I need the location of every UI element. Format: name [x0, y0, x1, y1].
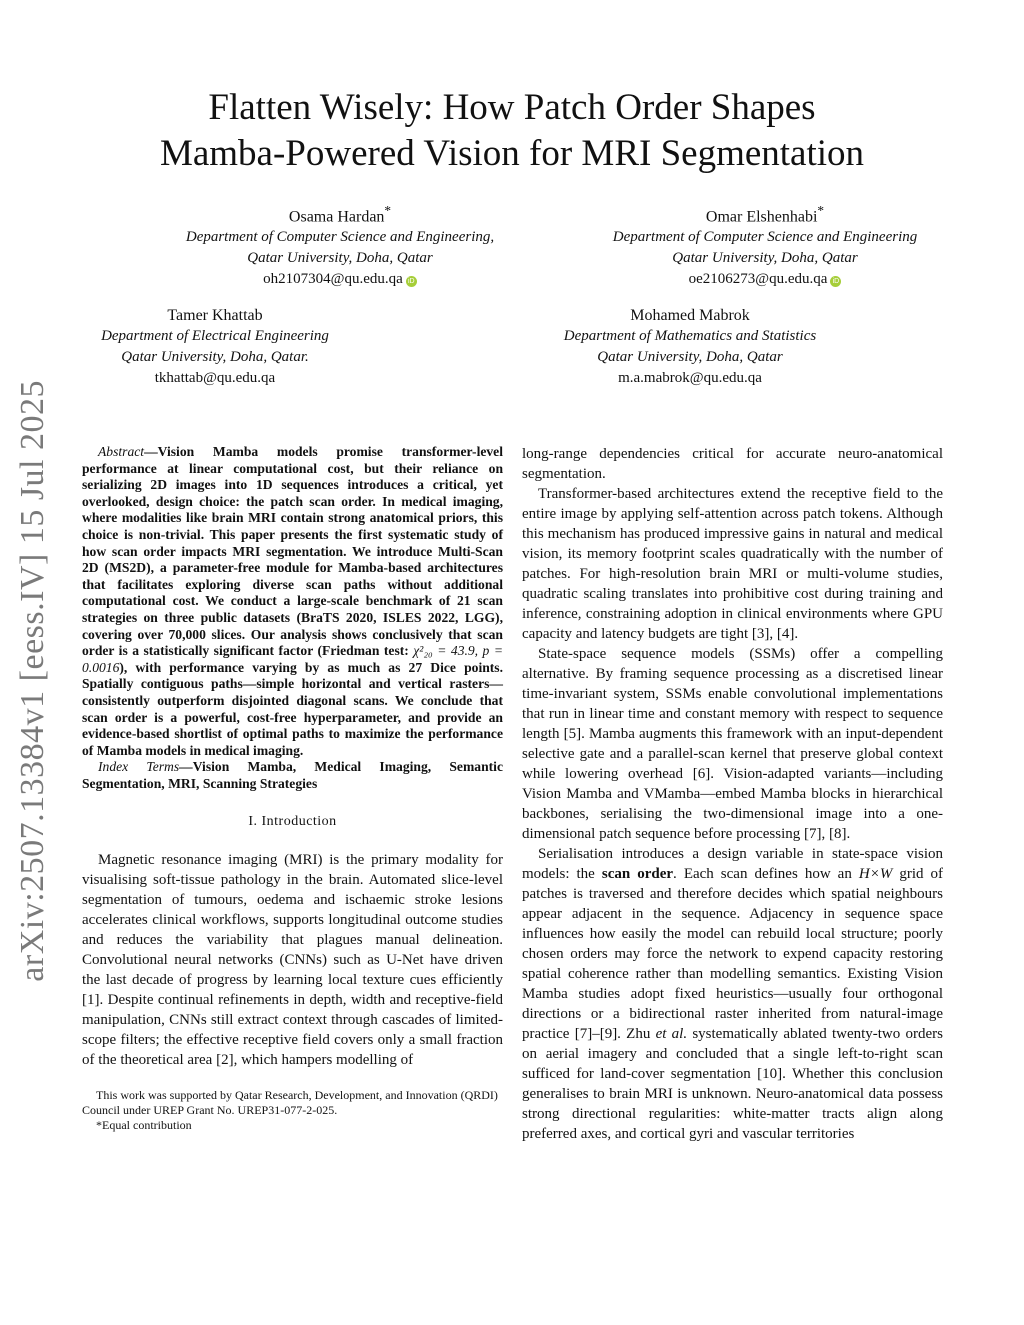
arxiv-identifier: arXiv:2507.13384v1 [eess.IV] 15 Jul 2025: [14, 380, 51, 982]
equal-contribution-mark: *: [817, 203, 825, 218]
index-terms-label: Index Terms: [98, 759, 180, 775]
index-terms: Index Terms—Vision Mamba, Medical Imaging, Semantic Segmentation, MRI, Scanning Strategies: [82, 759, 503, 791]
equal-contribution-mark: *: [384, 203, 392, 218]
abstract-text-1: Vision Mamba models promise transformer-level performance at linear computational cost, but their reliance on serializing 2D images into 1D sequences introduces a critical, yet overlooked, design choice: the patch scan order. In medical imaging, where modalities like brain MRI contain strong anatomical priors, this choice is non-trivial. This paper presents the first systematic study of how scan order impacts MRI segmentation. We introduce Multi-Scan 2D (MS2D), a parameter-free module for Mamba-based architectures that facilitates exploring diverse scan paths without additional computational cost. We conduct a large-scale benchmark of 21 scan strategies on three public datasets (BraTS 2020, ISLES 2022, LGG), covering over 70,000 slices. Our analysis shows conclusively that scan order is a statistically significant factor (Friedman test:: [82, 444, 503, 659]
intro-paragraph: Magnetic resonance imaging (MRI) is the primary modality for visualising soft-tissue pathology in the brain. Automated slice-level segmentation of tumours, oedema and ischaemic stroke lesions accelerates clinical workflows, supports longitudinal outcome studies and reduces the variability that plagues manual delineation. Convolutional neural networks (CNNs) such as U-Net have driven the last decade of progress by learning local texture cues efficiently [1]. Despite continual refinements in depth, width and receptive-field manipulation, CNNs still extract context through cascades of limited-scope filters; the effective receptive field covers only a small fraction of the theoretical area [2], which hampers modelling of: [82, 852, 503, 1069]
author-name: Osama Hardan: [288, 208, 385, 226]
author-affiliation: Qatar University, Doha, Qatar.: [121, 349, 309, 365]
author-affiliation: Qatar University, Doha, Qatar: [672, 250, 858, 267]
orcid-icon[interactable]: iD: [830, 276, 841, 287]
grid-math: H×W: [858, 866, 893, 882]
author-block-2: [555, 200, 975, 290]
paragraph-serialisation: Serialisation introduces a design variable in state-space vision models: the scan order. Each scan defines how an H×W grid of patches is traversed and therefore decides which spatial neighbours appear adjacent in the sequence. Adjacency in sequence space influences how easily the model can rebuild local structure; poorly chosen orders may force the network to expend capacity restoring spatial coherence rather than modelling semantics. Existing Vision Mamba studies adopt fixed heuristics—usually four orthogonal directions or a bidirectional raster inherited from natural-image practice [7]–[9]. Zhu et al. systematically ablated twenty-two orders on aerial imagery and concluded that a single left-to-right scan sufficed for land-cover segmentation [10]. Whether this conclusion generalises to brain MRI is unknown. Neuro-anatomical data possess strong directional regularities: white-matter tracts align along preferred axes, and cortical gyri and vascular territories: [522, 846, 944, 1142]
index-terms-text: Vision Mamba, Medical Imaging, Semantic Segmentation, MRI, Scanning Strategies: [82, 759, 503, 791]
author-name: Omar Elshenhabi: [705, 208, 818, 226]
abstract-label: Abstract: [98, 444, 145, 459]
left-column: [82, 444, 503, 1133]
author-block-1: [120, 200, 560, 290]
title-line-2: Mamba-Powered Vision for MRI Segmentation: [159, 133, 865, 174]
abstract: Abstract—Vision Mamba models promise transformer-level performance at linear computational cost, but their reliance on serializing 2D images into 1D sequences introduces a critical, yet overlooked, design choice: the patch scan order. In medical imaging, where modalities like brain MRI contain strong anatomical priors, this choice is non-trivial. This paper presents the first systematic study of how scan order impacts MRI segmentation. We introduce Multi-Scan 2D (MS2D), a parameter-free module for Mamba-based architectures that facilitates exploring diverse scan paths without additional computational cost. We conduct a large-scale benchmark of 21 scan strategies on three public datasets (BraTS 2020, ISLES 2022, LGG), covering over 70,000 slices. Our analysis shows conclusively that scan order is a statistically significant factor (Friedman test: χ²₂₀ = 43.9, p = 0.0016), with performance varying by as much as 27 Dice points. Spatially contiguous paths—simple horizontal and vertical rasters—consistently outperform disjointed diagonal scans. We conclude that scan order is a powerful, cost-free hyperparameter, and provide an evidence-based shortlist of optimal paths to maximize the performance of Mamba models in medical imaging.: [82, 444, 503, 758]
author-name: Mohamed Mabrok: [630, 307, 750, 324]
paragraph-ssm: State-space sequence models (SSMs) offer a compelling alternative. By framing sequence processing as a discretised linear time-invariant system, SSMs enable convolutional implementations that run in linear time and constant memory with respect to sequence length [5]. Mamba augments this framework with an input-dependent selective gate and a parallel-scan kernel that preserve global context while lowering overhead [6]. Vision-adapted variants—including Vision Mamba and VMamba—embed Mamba blocks in hierarchical backbones, serialising the two-dimensional image into a one-dimensional patch sequence before processing [7], [8].: [522, 646, 943, 842]
right-column: [522, 444, 943, 1144]
orcid-icon[interactable]: iD: [406, 276, 417, 287]
abstract-math: χ²₂₀ = 43.9, p = 0.0016: [82, 643, 503, 675]
author-affiliation: Qatar University, Doha, Qatar: [597, 349, 783, 365]
author-affiliation: Department of Computer Science and Engineering: [612, 229, 918, 246]
scan-order-term: scan order: [601, 866, 674, 882]
author-email[interactable]: oh2107304@qu.edu.qa: [263, 271, 403, 288]
author-block-4: [480, 305, 900, 389]
abstract-text-2: ), with performance varying by as much as 27 Dice points. Spatially contiguous paths—simple horizontal and vertical rasters—consistently outperform disjointed diagonal scans. We conclude that scan order is a powerful, cost-free hyperparameter, and provide an evidence-based shortlist of optimal paths to maximize the performance of Mamba models in medical imaging.: [82, 659, 503, 758]
author-email[interactable]: m.a.mabrok@qu.edu.qa: [618, 370, 762, 386]
author-affiliation: Department of Computer Science and Engineering,: [185, 229, 495, 246]
equal-contribution-footnote: *Equal contribution: [96, 1118, 192, 1133]
title-line-1: Flatten Wisely: How Patch Order Shapes: [208, 87, 816, 128]
author-affiliation: Department of Electrical Engineering: [101, 328, 329, 344]
paragraph-continued: long-range dependencies critical for accurate neuro-anatomical segmentation.: [522, 446, 943, 482]
footnotes: [82, 1088, 503, 1133]
author-name: Tamer Khattab: [167, 307, 263, 324]
author-block-3: [60, 305, 370, 389]
section-heading-introduction: I. Introduction: [248, 814, 337, 830]
funding-footnote: This work was supported by Qatar Research, Development, and Innovation (QRDI) Council under UREP Grant No. UREP31-077-2-025.: [82, 1088, 498, 1118]
author-email[interactable]: oe2106273@qu.edu.qa: [688, 271, 828, 288]
paper-title: [80, 85, 944, 177]
author-affiliation: Qatar University, Doha, Qatar: [247, 250, 433, 267]
paragraph-transformers: Transformer-based architectures extend the receptive field to the entire image by applying self-attention across patch tokens. Although this mechanism has produced impressive gains in natural and medical vision, its memory footprint scales quadratically with the number of patches. For high-resolution brain MRI or multi-volume studies, quadratic scaling translates into prohibitive cost during training and inference, constraining adoption in clinical environments where GPU capacity and latency budgets are tight [3], [4].: [522, 486, 943, 642]
author-email[interactable]: tkhattab@qu.edu.qa: [154, 370, 276, 386]
author-affiliation: Department of Mathematics and Statistics: [563, 328, 817, 344]
